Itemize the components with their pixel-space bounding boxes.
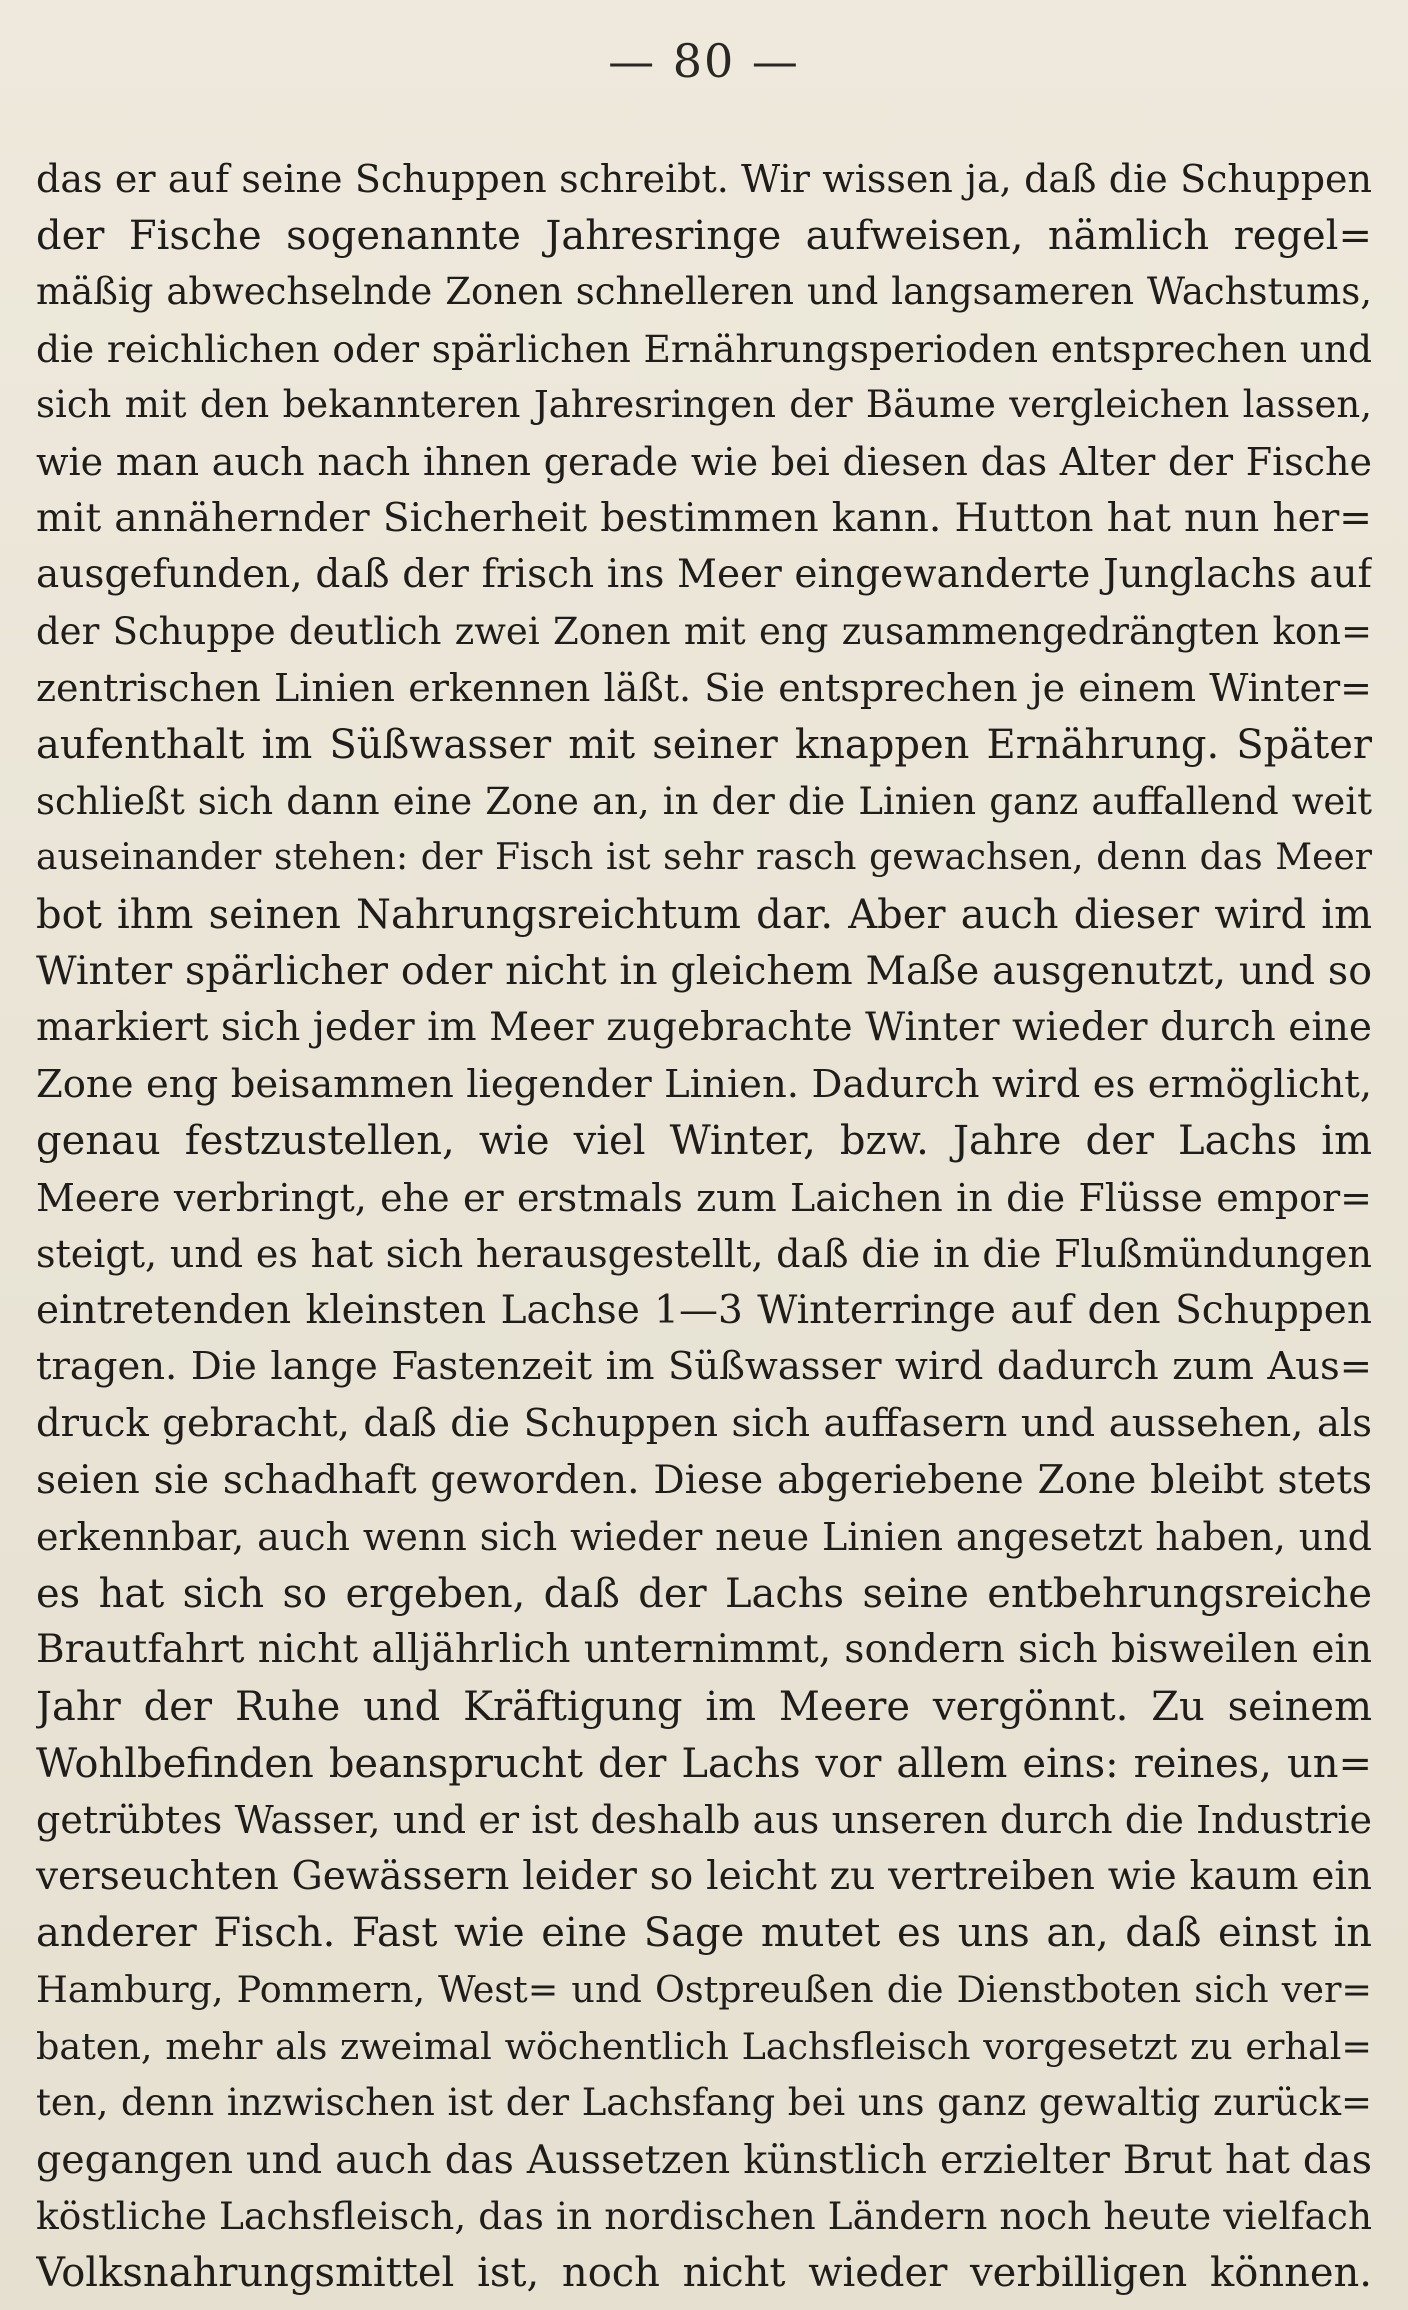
text-line: ten, denn inzwischen ist der Lachsfang bei uns ganz gewaltig zurück= <box>36 2081 1372 2125</box>
text-line: Hamburg, Pommern, West= und Ostpreußen die Dienstboten sich ver= <box>36 1968 1372 2011</box>
text-line: baten, mehr als zweimal wöchentlich Lachsfleisch vorgesetzt zu erhal= <box>36 2024 1372 2068</box>
text-line: aufenthalt im Süßwasser mit seiner knappen Ernährung. Später <box>36 721 1372 768</box>
text-line: Jahr der Ruhe und Kräftigung im Meere vergönnt. Zu seinem <box>36 1684 1372 1731</box>
body-text <box>36 151 1372 2302</box>
text-line: bot ihm seinen Nahrungsreichtum dar. Aber auch dieser wird im <box>36 891 1372 938</box>
text-line: seien sie schadhaft geworden. Diese abgeriebene Zone bleibt stets <box>36 1457 1372 1503</box>
text-line: verseuchten Gewässern leider so leicht zu vertreiben wie kaum ein <box>36 1853 1372 1899</box>
text-line: ausgefunden, daß der frisch ins Meer eingewanderte Junglachs auf <box>36 552 1372 598</box>
text-line: wie man auch nach ihnen gerade wie bei diesen das Alter der Fische <box>36 439 1372 484</box>
text-line: Meere verbringt, ehe er erstmals zum Laichen in die Flüsse empor= <box>36 1175 1372 1220</box>
text-line: der Fische sogenannte Jahresringe aufweisen, nämlich regel= <box>36 212 1372 259</box>
text-line: mäßig abwechselnde Zonen schnelleren und langsameren Wachstums, <box>36 270 1372 314</box>
text-line: mit annähernder Sicherheit bestimmen kann. Hutton hat nun her= <box>36 495 1372 541</box>
text-line: gegangen und auch das Aussetzen künstlich erzielter Brut hat das <box>36 2136 1372 2183</box>
text-line: tragen. Die lange Fastenzeit im Süßwasser wird dadurch zum Aus= <box>36 1344 1372 1390</box>
text-line: getrübtes Wasser, und er ist deshalb aus unseren durch die Industrie <box>36 1798 1372 1843</box>
text-line: markiert sich jeder im Meer zugebrachte Winter wieder durch eine <box>36 1004 1372 1050</box>
page-number: — 80 — <box>608 34 800 88</box>
text-line: der Schuppe deutlich zwei Zonen mit eng zusammengedrängten kon= <box>36 609 1372 653</box>
text-line: schließt sich dann eine Zone an, in der die Linien ganz auffallend weit <box>36 779 1372 823</box>
text-line: zentrischen Linien erkennen läßt. Sie entsprechen je einem Winter= <box>36 666 1372 711</box>
text-line: köstliche Lachsfleisch, das in nordischen Ländern noch heute vielfach <box>36 2194 1372 2239</box>
text-line: erkennbar, auch wenn sich wieder neue Linien angesetzt haben, und <box>36 1515 1372 1560</box>
text-line: eintretenden kleinsten Lachse 1—3 Winterringe auf den Schuppen <box>36 1287 1372 1333</box>
text-line: Brautfahrt nicht alljährlich unternimmt, sondern sich bisweilen ein <box>36 1627 1372 1673</box>
text-line: Winter spärlicher oder nicht in gleichem Maße ausgenutzt, und so <box>36 948 1372 995</box>
text-line: Volksnahrungsmittel ist, noch nicht wieder verbilligen können. <box>36 2249 1372 2296</box>
text-line: die reichlichen oder spärlichen Ernährungsperioden entsprechen und <box>36 326 1372 371</box>
text-line: steigt, und es hat sich herausgestellt, daß die in die Flußmündungen <box>36 1232 1372 1277</box>
text-line: das er auf seine Schuppen schreibt. Wir wissen ja, daß die Schuppen <box>36 157 1372 201</box>
text-line: druck gebracht, daß die Schuppen sich auffasern und aussehen, als <box>36 1401 1372 1447</box>
text-line: Zone eng beisammen liegender Linien. Dadurch wird es ermöglicht, <box>36 1061 1372 1107</box>
text-line: es hat sich so ergeben, daß der Lachs seine entbehrungsreiche <box>36 1570 1372 1617</box>
text-line: auseinander stehen: der Fisch ist sehr rasch gewachsen, denn das Meer <box>36 837 1372 879</box>
text-line: anderer Fisch. Fast wie eine Sage mutet es uns an, daß einst in <box>36 1910 1372 1957</box>
text-line: genau festzustellen, wie viel Winter, bzw. Jahre der Lachs im <box>36 1118 1372 1165</box>
text-line: Wohlbefinden beansprucht der Lachs vor allem eins: reines, un= <box>36 1740 1372 1787</box>
text-line: sich mit den bekannteren Jahresringen der Bäume vergleichen lassen, <box>36 383 1372 427</box>
